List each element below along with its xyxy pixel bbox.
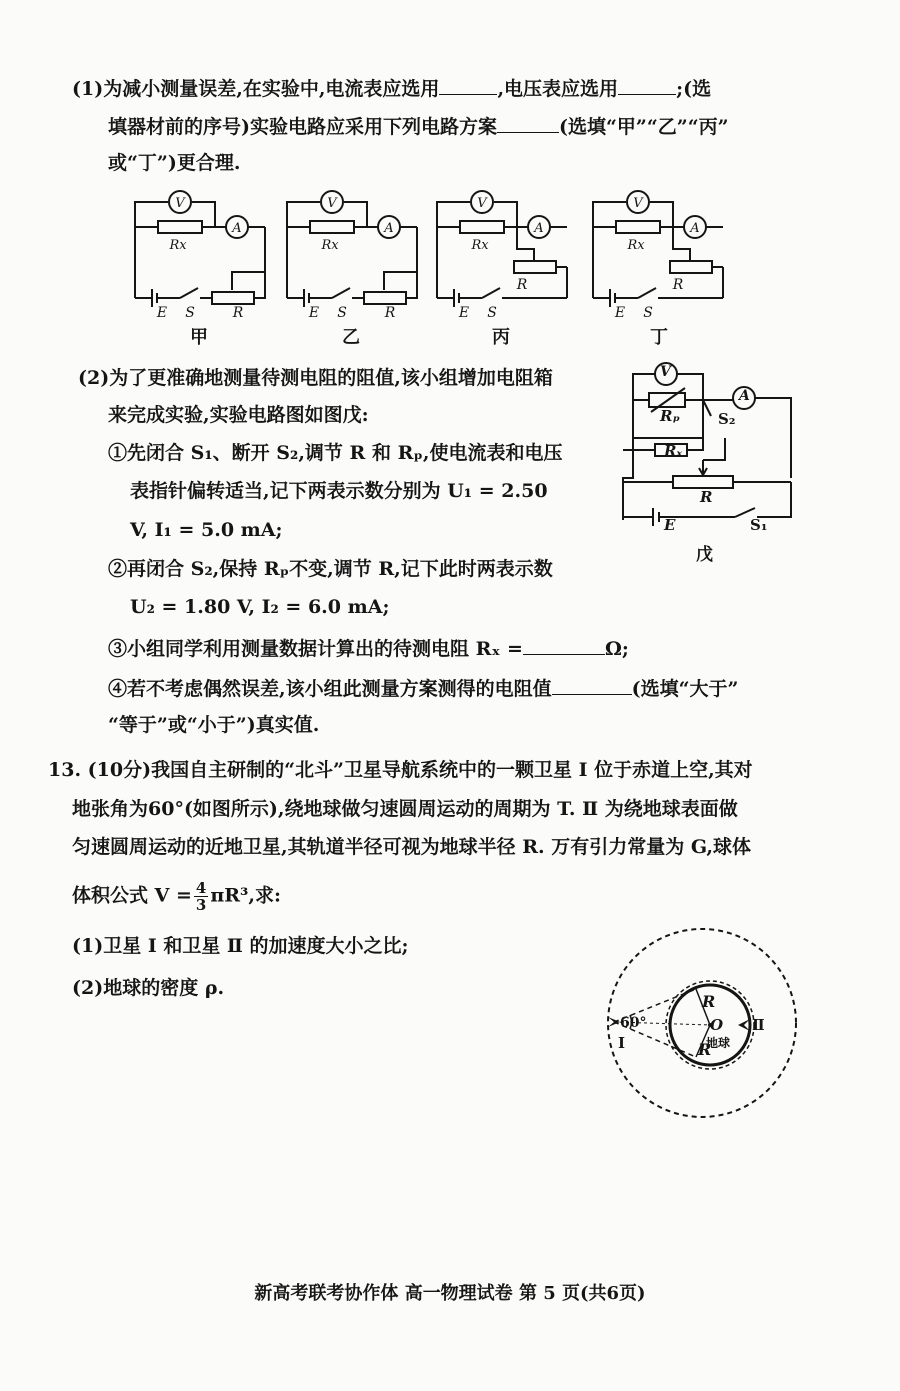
q1-line3: 或“丁”)更合理. <box>108 152 241 174</box>
wu-rp: Rₚ <box>660 407 680 425</box>
rheostat-label: R <box>516 277 528 293</box>
sat2-label: Ⅱ <box>752 1016 765 1034</box>
battery-label: E <box>156 305 168 321</box>
caption-bing: 丙 <box>492 327 510 348</box>
voltmeter-label: V <box>327 196 337 211</box>
q2-step1b: 表指针偏转适当,记下两表示数分别为 U₁ = 2.50 <box>130 480 548 502</box>
wire <box>406 227 417 298</box>
switch <box>180 288 198 298</box>
wu-r: R <box>700 488 713 506</box>
blank-compare[interactable] <box>552 674 632 695</box>
q13-sub1: (1)卫星 Ⅰ 和卫星 Ⅱ 的加速度大小之比; <box>72 935 409 957</box>
rheostat <box>212 292 254 304</box>
blank-rx-value[interactable] <box>523 634 605 655</box>
switch <box>482 288 500 298</box>
voltmeter-label: V <box>477 196 487 211</box>
radius-label-top: R <box>702 992 716 1011</box>
voltmeter-label: V <box>175 196 185 211</box>
q2-intro2: 来完成实验,实验电路图如图戊: <box>108 404 369 426</box>
switch-label: S <box>185 305 195 321</box>
q13-line1: 13. (10分)我国自主研制的“北斗”卫星导航系统中的一颗卫星 Ⅰ 位于赤道上空,其对 <box>48 759 753 781</box>
switch-label: S <box>337 305 347 321</box>
rx-resistor <box>158 221 202 233</box>
ammeter-label: A <box>384 221 394 236</box>
rheostat-label: R <box>232 305 244 321</box>
voltmeter-label: V <box>633 196 643 211</box>
switch-label: S <box>643 305 653 321</box>
q1-line2: 填器材前的序号)实验电路应采用下列电路方案 (选填“甲”“乙”“丙” <box>108 112 729 140</box>
wu-ammeter: A <box>739 388 750 404</box>
blank-circuit-choice[interactable] <box>497 112 559 133</box>
rheostat-label: R <box>672 277 684 293</box>
switch <box>332 288 350 298</box>
rheostat-slider <box>232 272 265 290</box>
rx-label: Rx <box>471 238 489 253</box>
sat1-label: Ⅰ <box>618 1034 626 1052</box>
rheostat-label: R <box>384 305 396 321</box>
q13-line3: 匀速圆周运动的近地卫星,其轨道半径可视为地球半径 R. 万有引力常量为 G,球体 <box>72 836 752 858</box>
wire <box>254 227 265 298</box>
blank-ammeter[interactable] <box>439 74 497 95</box>
circuit-diagrams <box>120 180 740 355</box>
caption-jia: 甲 <box>190 327 208 348</box>
q2-step1c: V, I₁ = 5.0 mA; <box>130 519 283 541</box>
battery-label: E <box>458 305 470 321</box>
rx-resistor <box>460 221 504 233</box>
q2-intro1: (2)为了更准确地测量待测电阻的阻值,该小组增加电阻箱 <box>78 367 553 389</box>
q2-step2b: U₂ = 1.80 V, I₂ = 6.0 mA; <box>130 596 390 618</box>
rheostat <box>670 261 712 273</box>
rheostat <box>514 261 556 273</box>
rx-label: Rx <box>169 238 187 253</box>
rx-label: Rx <box>321 238 339 253</box>
rheostat <box>364 292 406 304</box>
switch <box>638 288 656 298</box>
q2-step4a: ④若不考虑偶然误差,该小组此测量方案测得的电阻值 (选填“大于” <box>108 674 738 702</box>
figure-wu <box>615 360 815 560</box>
blank-voltmeter[interactable] <box>618 74 676 95</box>
wu-rx: Rₓ <box>664 442 683 460</box>
q13-line4: 体积公式 V = $\frac{4}{3}$ πR³,求: <box>72 879 281 914</box>
center-label: O <box>710 1016 724 1034</box>
q13-sub2: (2)地球的密度 ρ. <box>72 977 225 999</box>
wu-s1: S₁ <box>750 516 768 534</box>
battery-label: E <box>614 305 626 321</box>
rx-label: Rx <box>627 238 645 253</box>
caption-yi: 乙 <box>342 327 360 348</box>
q2-step2a: ②再闭合 S₂,保持 Rₚ不变,调节 R,记下此时两表示数 <box>108 558 553 580</box>
ammeter-label: A <box>690 221 700 236</box>
rx-resistor <box>310 221 354 233</box>
volume-fraction: $\frac{4}{3}$ <box>195 879 207 914</box>
wu-caption: 戊 <box>696 545 713 565</box>
rheostat-slider <box>384 272 417 290</box>
q2-step1a: ①先闭合 S₁、断开 S₂,调节 R 和 Rₚ,使电流表和电压 <box>108 442 563 464</box>
q13-line2: 地张角为60°(如图所示),绕地球做匀速圆周运动的周期为 T. Ⅱ 为绕地球表面做 <box>72 798 738 820</box>
wu-s2: S₂ <box>718 410 736 428</box>
caption-ding: 丁 <box>650 327 668 348</box>
angle-label: 60° <box>620 1015 647 1031</box>
q2-step3: ③小组同学利用测量数据计算出的待测电阻 Rₓ = Ω; <box>108 634 629 662</box>
ammeter-label: A <box>232 221 242 236</box>
battery-label: E <box>308 305 320 321</box>
q2-step4c: “等于”或“小于”)真实值. <box>108 714 320 736</box>
wu-e: E <box>664 516 676 534</box>
earth-label: 地球 <box>706 1036 731 1050</box>
radius-label-bottom: R <box>698 1040 712 1059</box>
page-footer: 新高考联考协作体 高一物理试卷 第 5 页(共6页) <box>254 1283 646 1304</box>
q1-line1: (1)为减小测量误差,在实验中,电流表应选用 ,电压表应选用 ;(选 <box>72 74 711 102</box>
wu-voltmeter: V <box>660 364 671 380</box>
rx-resistor <box>616 221 660 233</box>
ammeter-label: A <box>534 221 544 236</box>
switch-label: S <box>487 305 497 321</box>
